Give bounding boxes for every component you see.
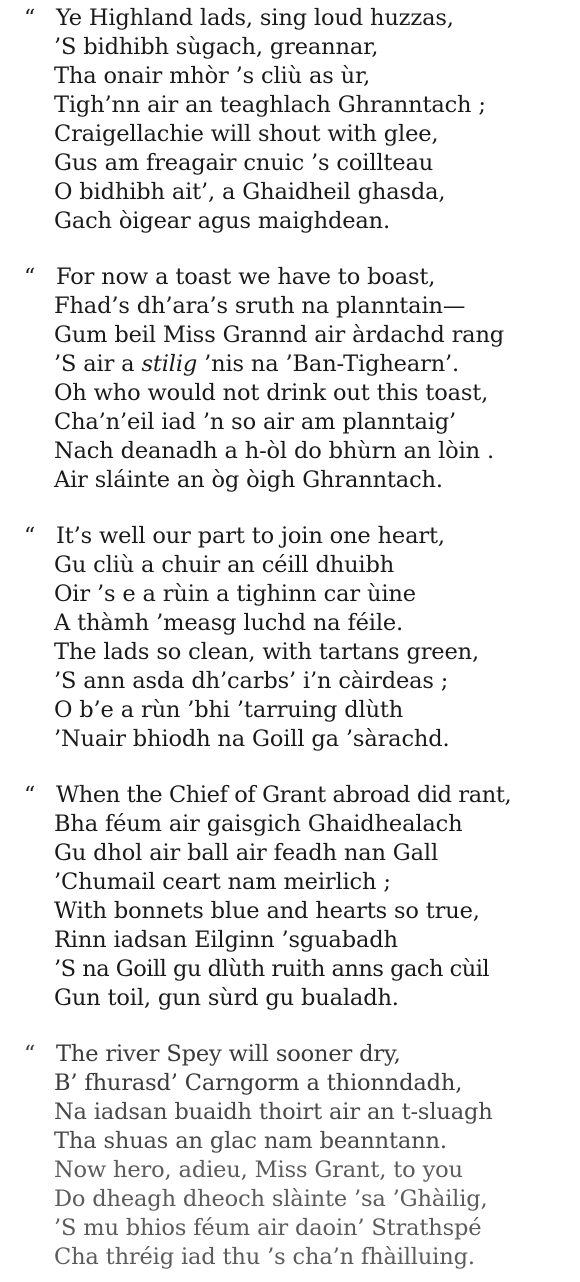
- opening-quote-mark: “: [24, 265, 36, 290]
- verse-line: Gus am freagair cnuic ’s coillteau: [54, 150, 434, 176]
- verse-line: Na iadsan buaidh thoirt air an t-sluagh: [54, 1099, 493, 1125]
- verse-line: Now hero, adieu, Miss Grant, to you: [54, 1157, 463, 1183]
- verse-line: For now a toast we have to boast,: [56, 264, 436, 290]
- verse-line: Nach deanadh a h-òl do bhùrn an lòin .: [54, 438, 494, 464]
- verse-line: Rinn iadsan Eilginn ’sguabadh: [54, 927, 398, 953]
- verse-line: Gum beil Miss Grannd air àrdachd rang: [54, 322, 505, 348]
- verse-line: Craigellachie will shout with glee,: [54, 121, 439, 147]
- verse-line: Tha onair mhòr ’s cliù as ùr,: [54, 63, 371, 89]
- verse-line: ’S mu bhios féum air daoin’ Strathspé: [54, 1215, 482, 1241]
- verse-line: Cha’n’eil iad ’n so air am planntaig’: [54, 409, 457, 435]
- verse-line: Cha thréig iad thu ’s cha’n fhàilluing.: [54, 1244, 475, 1270]
- verse-line: When the Chief of Grant abroad did rant,: [56, 782, 512, 808]
- verse-line: Gun toil, gun sùrd gu bualadh.: [54, 985, 399, 1011]
- verse-line: Tigh’nn air an teaghlach Ghranntach ;: [54, 92, 486, 118]
- verse-line: Gach òigear agus maighdean.: [54, 208, 390, 234]
- verse-line: ’Nuair bhiodh na Goill ga ’sàrachd.: [54, 726, 450, 752]
- italic-word: stilig: [141, 351, 198, 377]
- verse-line: With bonnets blue and hearts so true,: [54, 898, 480, 924]
- opening-quote-mark: “: [24, 6, 36, 31]
- verse-line: Do dheagh dheoch slàinte ’sa ’Ghàilig,: [54, 1186, 488, 1212]
- verse-line: Oh who would not drink out this toast,: [54, 380, 489, 406]
- opening-quote-mark: “: [24, 1042, 36, 1067]
- verse-line: ’S air a stilig ’nis na ’Ban-Tighearn’.: [54, 351, 460, 377]
- verse-line: O bidhibh ait’, a Ghaidheil ghasda,: [54, 179, 446, 205]
- verse-line: Fhad’s dh’ara’s sruth na planntain—: [54, 293, 466, 319]
- verse-line: Tha shuas an glac nam beanntann.: [54, 1128, 447, 1154]
- verse-line: O b’e a rùn ’bhi ’tarruing dlùth: [54, 697, 404, 723]
- verse-line: It’s well our part to join one heart,: [56, 523, 445, 549]
- verse-line: A thàmh ’measg luchd na féile.: [54, 610, 404, 636]
- opening-quote-mark: “: [24, 524, 36, 549]
- verse-line: Bha féum air gaisgich Ghaidhealach: [54, 811, 463, 837]
- verse-line: Air sláinte an òg òigh Ghranntach.: [54, 467, 443, 493]
- opening-quote-mark: “: [24, 783, 36, 808]
- verse-line: ’Chumail ceart nam meirlich ;: [54, 869, 391, 895]
- verse-line: ’S na Goill gu dlùth ruith anns gach cùil: [54, 956, 490, 982]
- verse-line: The river Spey will sooner dry,: [56, 1041, 401, 1067]
- verse-line: Ye Highland lads, sing loud huzzas,: [56, 5, 454, 31]
- verse-line: Gu dhol air ball air feadh nan Gall: [54, 840, 438, 866]
- verse-line: B’ fhurasd’ Carngorm a thionndadh,: [54, 1070, 463, 1096]
- verse-line: ’S bidhibh sùgach, greannar,: [54, 34, 379, 60]
- verse-line: Oir ’s e a rùin a tighinn car ùine: [54, 581, 416, 607]
- verse-line: Gu cliù a chuir an céill dhuibh: [54, 552, 395, 578]
- verse-line: ’S ann asda dh’carbs’ i’n càirdeas ;: [54, 668, 449, 694]
- verse-line: The lads so clean, with tartans green,: [54, 639, 479, 665]
